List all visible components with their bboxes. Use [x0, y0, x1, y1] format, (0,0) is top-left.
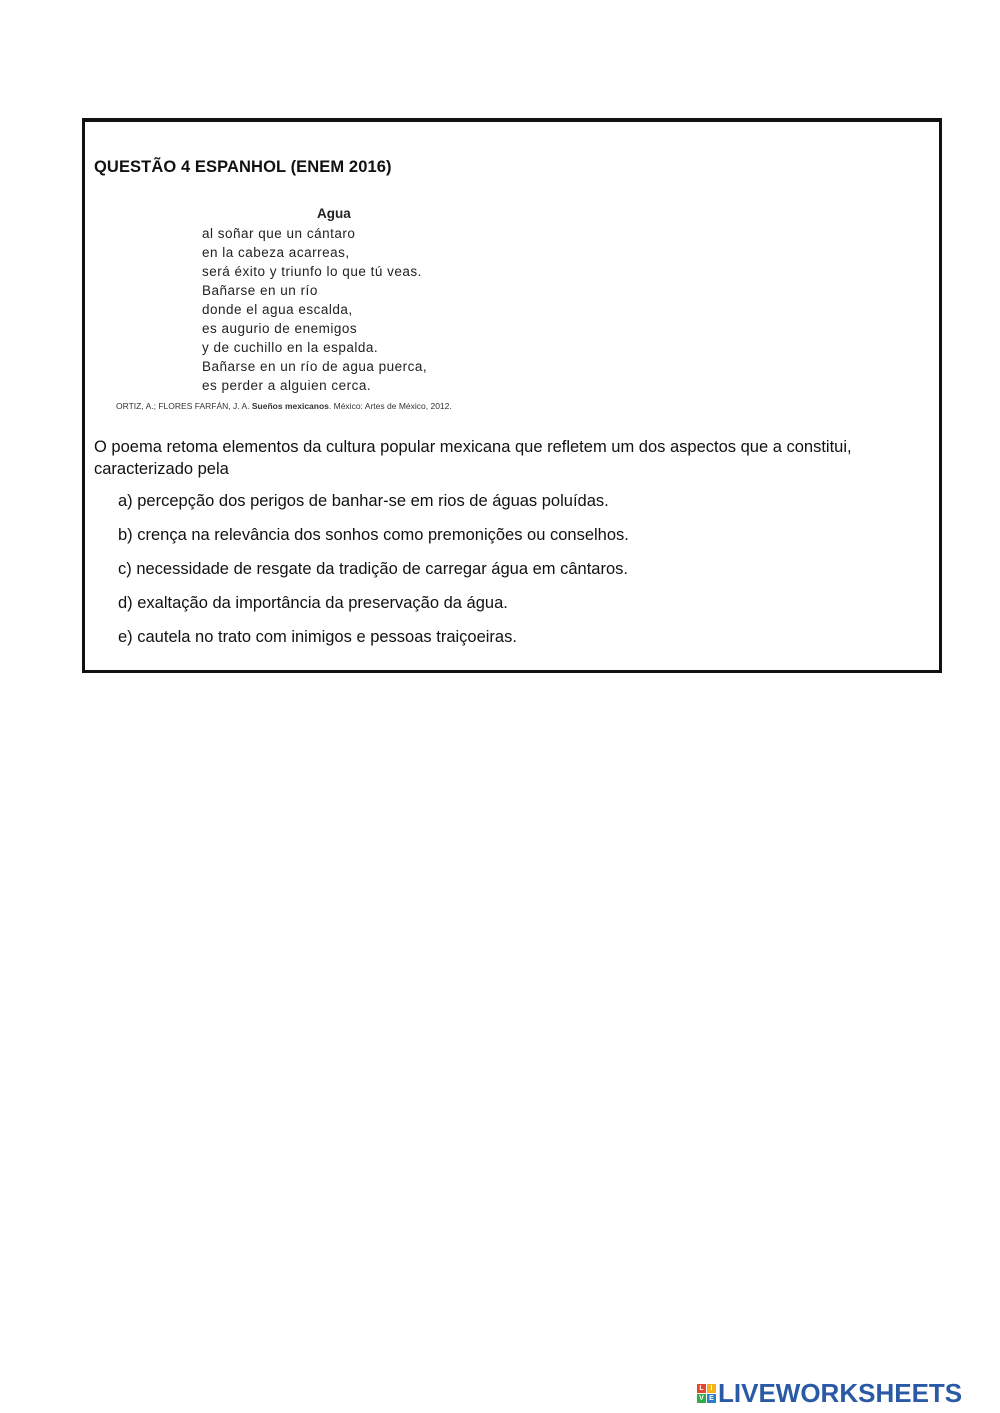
poem-line: Bañarse en un río: [202, 283, 318, 298]
answer-option-e[interactable]: e) cautela no trato com inimigos e pessoas traiçoeiras.: [118, 628, 517, 646]
liveworksheets-logo-icon: [697, 1384, 716, 1403]
answer-option-d[interactable]: d) exaltação da importância da preservação da água.: [118, 594, 508, 612]
poem-line: Bañarse en un río de agua puerca,: [202, 359, 428, 374]
poem-line: es augurio de enemigos: [202, 321, 358, 336]
poem-line: será éxito y triunfo lo que tú veas.: [202, 264, 422, 279]
question-stem: O poema retoma elementos da cultura popular mexicana que refletem um dos aspectos que a constitui, caracterizado pela: [94, 438, 852, 478]
logo-letter: I: [707, 1384, 716, 1393]
poem-line: y de cuchillo en la espalda.: [202, 340, 379, 355]
logo-letter: V: [697, 1394, 706, 1403]
poem-line: al soñar que un cántaro: [202, 226, 356, 241]
question-title: QUESTÃO 4 ESPANHOL (ENEM 2016): [94, 158, 392, 176]
liveworksheets-brand[interactable]: [697, 1378, 962, 1408]
question-box: [82, 118, 942, 673]
poem-line: en la cabeza acarreas,: [202, 245, 350, 260]
logo-letter: L: [697, 1384, 706, 1393]
citation-authors: ORTIZ, A.; FLORES FARFÁN, J. A.: [116, 401, 250, 411]
brand-text: LIVEWORKSHEETS: [718, 1377, 963, 1408]
answer-option-c[interactable]: c) necessidade de resgate da tradição de carregar água em cântaros.: [118, 560, 628, 578]
answer-option-b[interactable]: b) crença na relevância dos sonhos como premonições ou conselhos.: [118, 526, 629, 544]
poem-title: Agua: [317, 206, 351, 221]
citation-publisher: . México: Artes de México, 2012.: [328, 401, 452, 411]
poem-line: donde el agua escalda,: [202, 302, 353, 317]
answer-option-a[interactable]: a) percepção dos perigos de banhar-se em rios de águas poluídas.: [118, 492, 609, 510]
poem-citation: [116, 401, 452, 411]
logo-letter: E: [707, 1394, 716, 1403]
poem-line: es perder a alguien cerca.: [202, 378, 372, 393]
citation-book: Sueños mexicanos: [251, 401, 329, 411]
